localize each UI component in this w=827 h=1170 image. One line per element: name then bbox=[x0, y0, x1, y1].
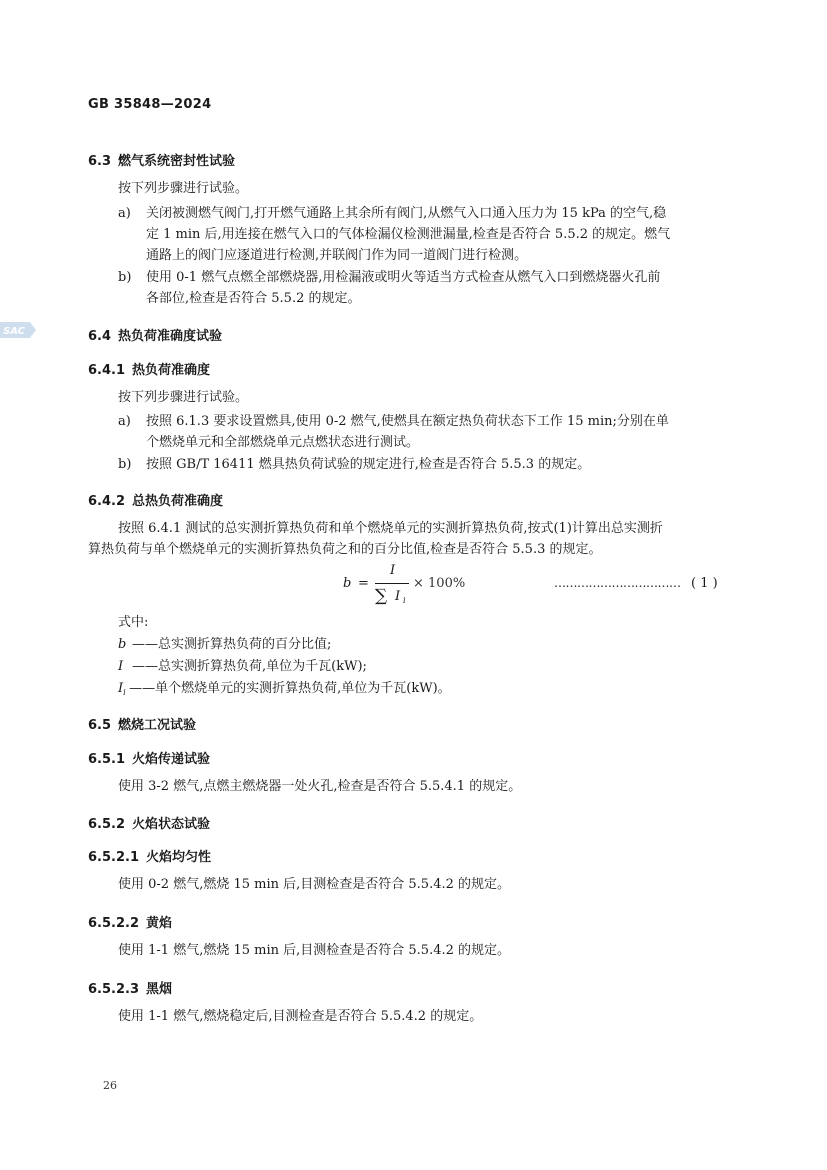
svg-text:SAC: SAC bbox=[3, 326, 25, 337]
section-heading-6-4: 6.4 热负荷准确度试验 bbox=[88, 329, 223, 344]
section-6-5-2-3-body: 使用 1-1 燃气,燃烧稳定后,目测检查是否符合 5.5.4.2 的规定。 bbox=[118, 1009, 483, 1024]
section-heading-6-3: 6.3 燃气系统密封性试验 bbox=[88, 154, 236, 169]
section-heading-6-5-1: 6.5.1 火焰传递试验 bbox=[88, 752, 211, 767]
section-heading-6-5-2: 6.5.2 火焰状态试验 bbox=[88, 817, 211, 832]
section-heading-6-4-1: 6.4.1 热负荷准确度 bbox=[88, 363, 211, 378]
formula-times-100: × 100% bbox=[413, 576, 466, 591]
list-marker-a: a) bbox=[118, 414, 131, 429]
section-heading-6-5-2-2: 6.5.2.2 黄焰 bbox=[88, 916, 173, 931]
section-6-3-intro: 按下列步骤进行试验。 bbox=[118, 181, 249, 196]
formula-denominator-var: I bbox=[395, 589, 401, 604]
section-6-4-2-para-line-2: 算热负荷与单个燃烧单元的实测折算热负荷之和的百分比值,检查是否符合 5.5.3 的规定。 bbox=[88, 542, 602, 557]
section-6-3-item-b-line-2: 各部位,检查是否符合 5.5.2 的规定。 bbox=[146, 291, 361, 306]
section-6-5-1-body: 使用 3-2 燃气,点燃主燃烧器一处火孔,检查是否符合 5.5.4.1 的规定。 bbox=[118, 779, 522, 794]
section-6-3-item-a-line-1: 关闭被测燃气阀门,打开燃气通路上其余所有阀门,从燃气入口通入压力为 15 kPa 的空气,稳 bbox=[146, 206, 667, 221]
definition-Ii: Ii ——单个燃烧单元的实测折算热负荷,单位为千瓦(kW)。 bbox=[118, 681, 451, 697]
section-heading-6-5: 6.5 燃烧工况试验 bbox=[88, 718, 197, 733]
formula-leader-dots: …………………………… bbox=[554, 576, 681, 590]
formula-number: ( 1 ) bbox=[691, 576, 718, 591]
list-marker-a: a) bbox=[118, 206, 131, 221]
section-6-5-2-1-body: 使用 0-2 燃气,燃烧 15 min 后,目测检查是否符合 5.5.4.2 的规定。 bbox=[118, 877, 511, 892]
formula-equals: = bbox=[358, 576, 369, 591]
section-6-4-2-para-line-1: 按照 6.4.1 测试的总实测折算热负荷和单个燃烧单元的实测折算热负荷,按式(1)计算出总实测折 bbox=[118, 521, 663, 536]
formula-lhs: b bbox=[343, 576, 352, 591]
formula-denominator-sub: i bbox=[403, 596, 406, 605]
section-6-4-1-intro: 按下列步骤进行试验。 bbox=[118, 390, 249, 405]
section-6-4-1-item-a-line-2: 个燃烧单元和全部燃烧单元点燃状态进行测试。 bbox=[146, 435, 420, 450]
page-number: 26 bbox=[103, 1079, 117, 1092]
list-marker-b: b) bbox=[118, 457, 132, 472]
list-marker-b: b) bbox=[118, 270, 132, 285]
section-6-3-item-b-line-1: 使用 0-1 燃气点燃全部燃烧器,用检漏液或明火等适当方式检查从燃气入口到燃烧器火孔前 bbox=[146, 270, 661, 285]
section-heading-6-5-2-3: 6.5.2.3 黑烟 bbox=[88, 982, 173, 997]
sac-watermark-logo bbox=[0, 318, 36, 342]
section-6-3-item-a-line-3: 通路上的阀门应逐道进行检测,并联阀门作为同一道阀门进行检测。 bbox=[146, 248, 528, 263]
section-6-4-1-item-b-line-1: 按照 GB/T 16411 燃具热负荷试验的规定进行,检查是否符合 5.5.3 的规定。 bbox=[146, 457, 591, 472]
formula-numerator: I bbox=[390, 563, 396, 578]
section-6-4-1-item-a-line-1: 按照 6.1.3 要求设置燃具,使用 0-2 燃气,使燃具在额定热负荷状态下工作 15 min;分别在单 bbox=[146, 414, 669, 429]
section-6-5-2-2-body: 使用 1-1 燃气,燃烧 15 min 后,目测检查是否符合 5.5.4.2 的规定。 bbox=[118, 943, 511, 958]
definition-I: I ——总实测折算热负荷,单位为千瓦(kW); bbox=[118, 659, 367, 674]
section-6-3-item-a-line-2: 定 1 min 后,用连接在燃气入口的气体检漏仪检测泄漏量,检查是否符合 5.5.2 的规定。燃气 bbox=[146, 227, 671, 242]
document-header: GB 35848—2024 bbox=[88, 97, 212, 112]
definition-b: b ——总实测折算热负荷的百分比值; bbox=[118, 637, 332, 652]
section-heading-6-4-2: 6.4.2 总热负荷准确度 bbox=[88, 494, 224, 509]
formula-sum-symbol: ∑ bbox=[375, 586, 388, 606]
fraction-bar bbox=[375, 583, 409, 584]
section-heading-6-5-2-1: 6.5.2.1 火焰均匀性 bbox=[88, 850, 212, 865]
where-label: 式中: bbox=[118, 615, 149, 630]
